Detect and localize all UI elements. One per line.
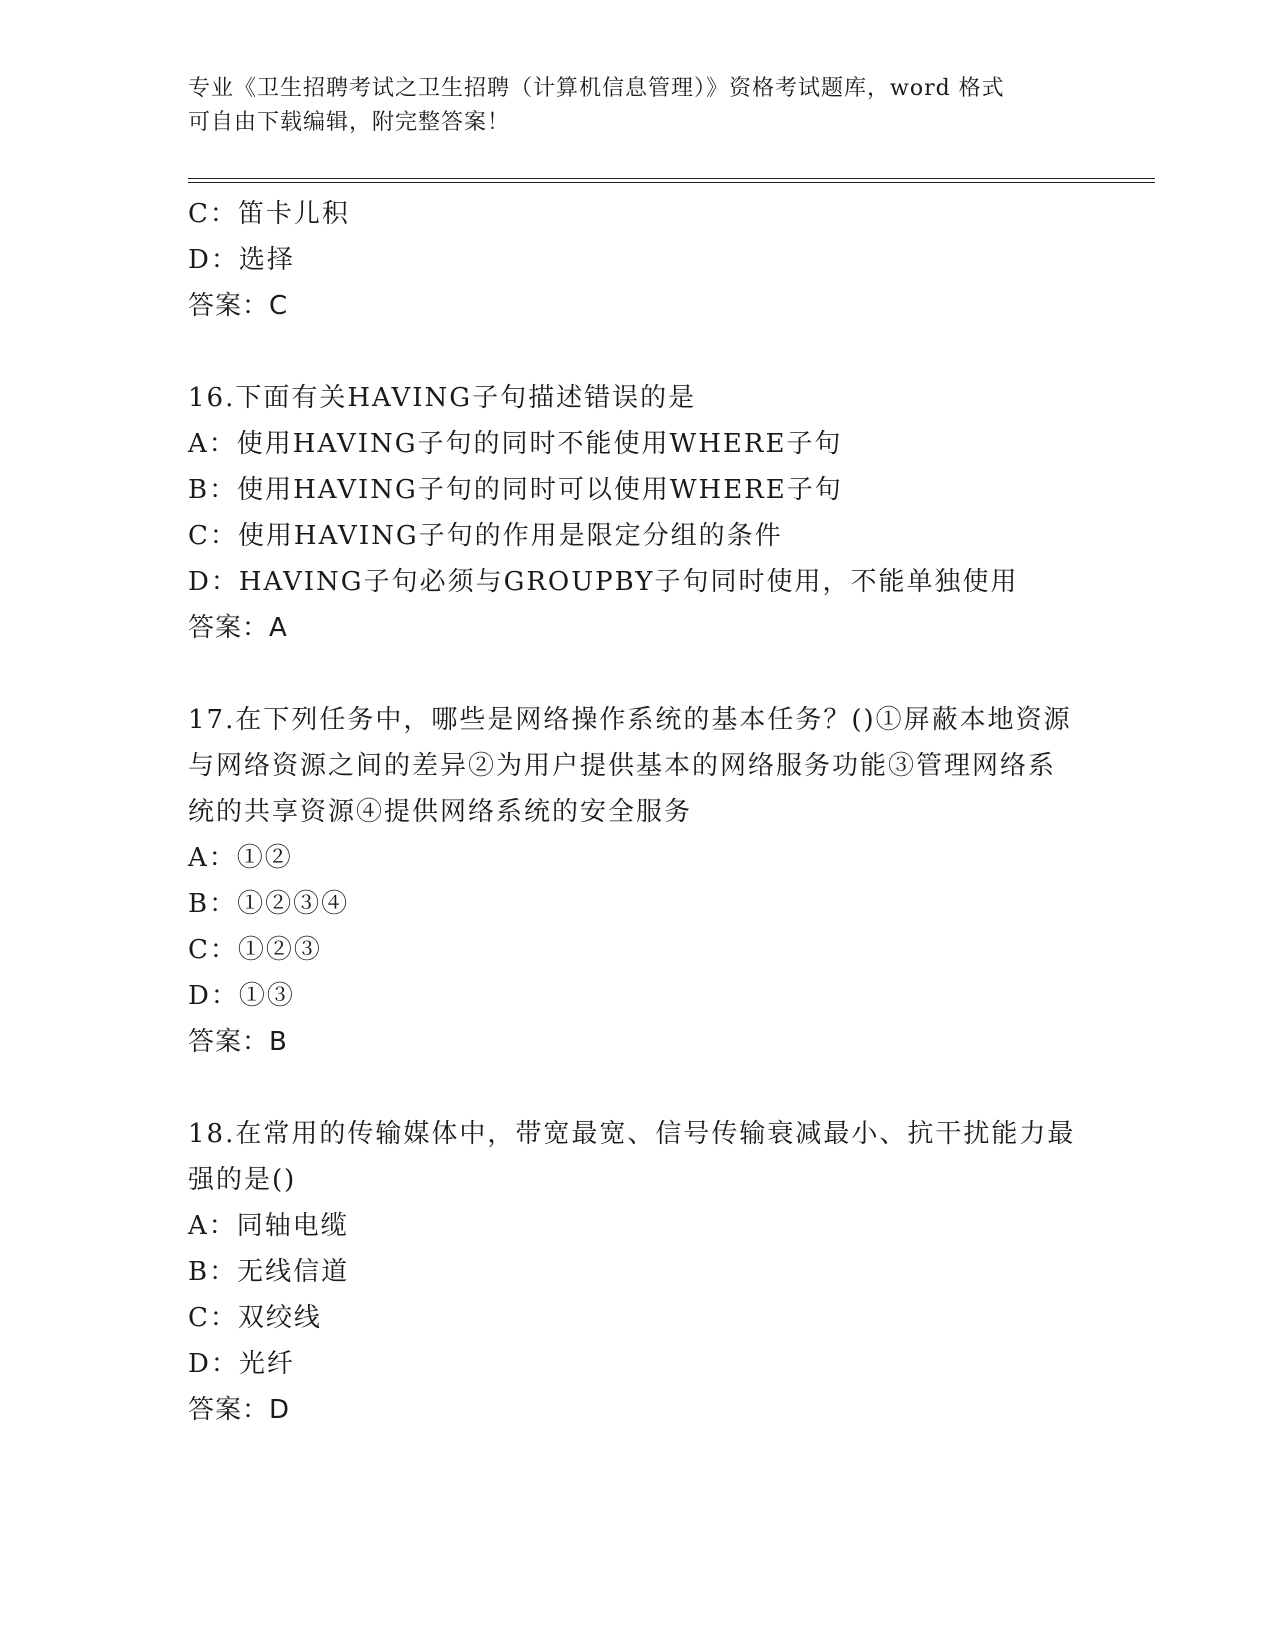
option-d: D：光纤 (188, 1349, 295, 1379)
option-b: B：使用HAVING子句的同时可以使用WHERE子句 (188, 475, 843, 505)
answer-line: 答案：A (188, 613, 288, 643)
question-16 (188, 375, 1088, 651)
question-text: 16.下面有关HAVING子句描述错误的是 (188, 383, 697, 413)
header-line-2: 可自由下载编辑，附完整答案！ (188, 110, 511, 135)
option-a: A：①② (188, 843, 293, 873)
option-d: D：①③ (188, 981, 295, 1011)
prev-question-block (188, 191, 1088, 329)
option-c: C：双绞线 (188, 1303, 322, 1333)
answer-line: 答案：C (188, 291, 289, 321)
question-18 (188, 1111, 1088, 1433)
option-d: D：HAVING子句必须与GROUPBY子句同时使用，不能单独使用 (188, 567, 1019, 597)
header-divider (188, 178, 1155, 183)
option-b: B：①②③④ (188, 889, 350, 919)
document-header (188, 72, 1068, 140)
header-line-1: 专业《卫生招聘考试之卫生招聘（计算机信息管理）》资格考试题库，word 格式 (188, 76, 1005, 101)
option-a: A：使用HAVING子句的同时不能使用WHERE子句 (188, 429, 843, 459)
question-text: 17.在下列任务中，哪些是网络操作系统的基本任务？()①屏蔽本地资源与网络资源之间的差异②为用户提供基本的网络服务功能③管理网络系统的共享资源④提供网络系统的安全服务 (188, 705, 1072, 827)
option-a: A：同轴电缆 (188, 1211, 349, 1241)
option-b: B：无线信道 (188, 1257, 350, 1287)
option-c: C：①②③ (188, 935, 322, 965)
spacer (188, 329, 1088, 375)
option-c: C：使用HAVING子句的作用是限定分组的条件 (188, 521, 783, 551)
question-17 (188, 697, 1088, 1065)
option-d: D：选择 (188, 245, 295, 275)
question-text: 18.在常用的传输媒体中，带宽最宽、信号传输衰减最小、抗干扰能力最强的是() (188, 1119, 1076, 1195)
question-list (188, 191, 1088, 1433)
spacer (188, 651, 1088, 697)
spacer (188, 1065, 1088, 1111)
answer-line: 答案：D (188, 1395, 291, 1425)
answer-line: 答案：B (188, 1027, 288, 1057)
option-c: C：笛卡儿积 (188, 199, 350, 229)
